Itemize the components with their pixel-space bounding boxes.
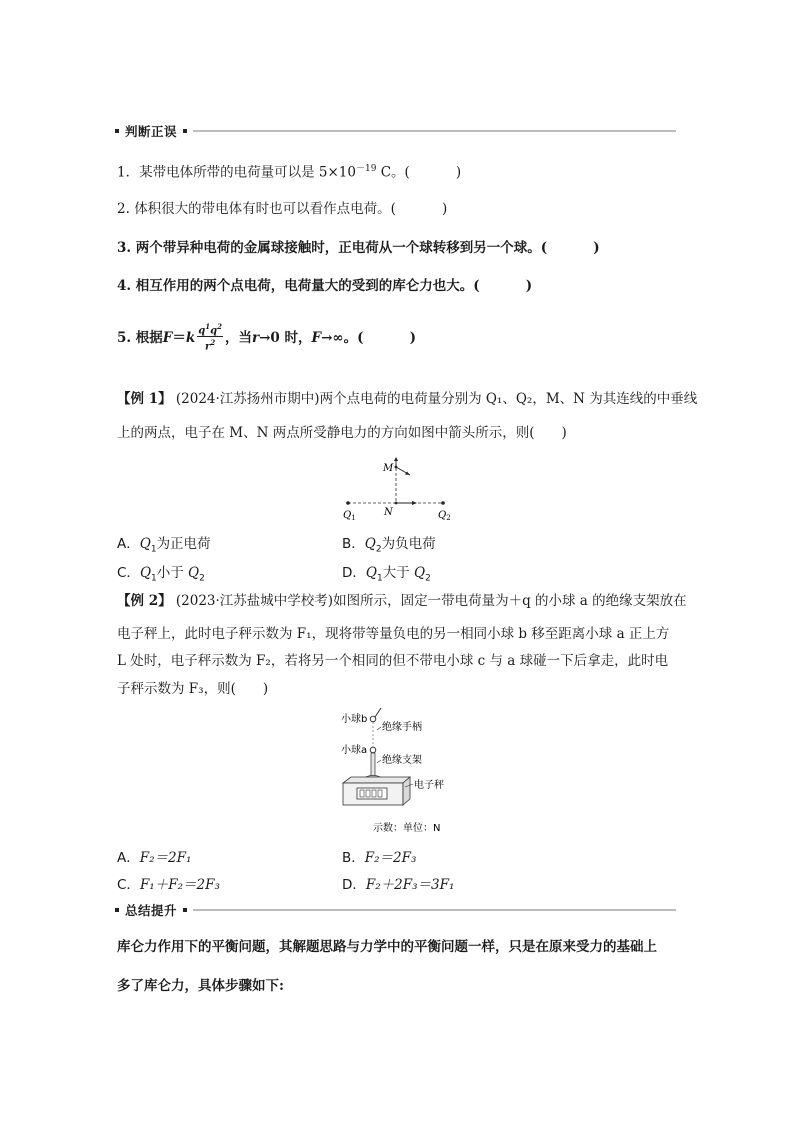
example-text: 上的两点，电子在 M、N 两点所受静电力的方向如图中箭头所示，则( ) (117, 425, 567, 441)
example2-line1 (117, 592, 687, 610)
scale-top (343, 777, 410, 783)
example-tag: 【例 1】 (117, 391, 172, 407)
fraction (197, 321, 223, 353)
formula-symbol: F (311, 329, 322, 346)
example1-option-a[interactable]: A．$Q_1$为正电荷 (117, 536, 211, 555)
section-header-summary (115, 903, 187, 917)
example-text: 两个点电荷的电荷量分别为 Q₁、Q₂，M、N 为其连线的中垂线 (319, 391, 698, 407)
item-text: 两个带异种电荷的金属球接触时，正电荷从一个球转移到另一个球。( (135, 240, 548, 256)
item-number: 3. (117, 240, 132, 256)
leader-line (377, 727, 381, 730)
example1-line1 (117, 390, 697, 408)
judge-item-4 (117, 277, 532, 295)
exponent: －19 (355, 164, 377, 174)
summary-line2: 多了库仑力，具体步骤如下: (117, 978, 284, 994)
bullet-square-icon (115, 129, 119, 133)
answer-paren: ) (593, 240, 600, 256)
example2-option-a[interactable]: A．F₂＝2F₁ (117, 850, 192, 866)
example-text: 如图所示，固定一带电荷量为＋q 的小球 a 的绝缘支架放在 (333, 593, 687, 609)
bullet-square-icon (183, 129, 187, 133)
label-stand: 绝缘支架 (382, 755, 422, 766)
charge-q1-dot (346, 501, 350, 505)
label-reading: 示数：单位：N (373, 823, 441, 834)
judge-item-3 (117, 239, 600, 257)
item-text-tail: C。( (376, 164, 410, 181)
example2-option-c[interactable]: C．F₁＋F₂＝2F₃ (117, 877, 220, 893)
example-text: 子秤示数为 F₃，则( ) (117, 681, 269, 697)
item-text: 相互作用的两个点电荷，电荷量大的受到的库仑力也大。( (135, 278, 480, 294)
example-source: (2023·江苏盐城中学校考) (175, 593, 334, 609)
label-scale: 电子秤 (414, 780, 444, 791)
summary-line1: 库仑力作用下的平衡问题，其解题思路与力学中的平衡问题一样，只是在原来受力的基础上 (117, 939, 657, 955)
item-text: →0 时， (259, 329, 312, 346)
label-n: N (384, 507, 393, 518)
answer-paren: ) (525, 278, 533, 294)
force-arrowhead-m-up (394, 457, 398, 461)
example-tag: 【例 2】 (117, 593, 172, 609)
answer-paren: ) (441, 201, 448, 217)
example-text: L 处时，电子秤示数为 F₂，若将另一个相同的但不带电小球 c 与 a 球碰一下后拿走，此时电 (117, 653, 669, 669)
item-text: 某带电体所带的电荷量可以是 5×10 (139, 164, 356, 181)
answer-paren: ) (455, 164, 462, 181)
formula-symbol: F (162, 329, 173, 346)
item-text: →∞。( (321, 329, 364, 346)
ball-a (370, 747, 376, 753)
bullet-square-icon (115, 908, 119, 912)
section-header-judge (115, 124, 187, 138)
insulating-stand (371, 753, 375, 777)
example1-option-c[interactable]: C．$Q_1$小于 $Q_2$ (117, 565, 205, 584)
example1-option-b[interactable]: B．$Q_2$为负电荷 (342, 536, 436, 555)
leader-line (377, 760, 381, 763)
fraction-numerator: $q^1q^2$ (198, 322, 222, 337)
judge-item-5 (117, 322, 416, 354)
example-text: 电子秤上，此时电子秤示数为 F₁，现将带等量负电的另一相同小球 b 移至距离小球 a 正上方 (117, 626, 670, 642)
example1-option-d[interactable]: D．$Q_1$大于 $Q_2$ (342, 565, 431, 584)
section-title: 判断正误 (125, 124, 178, 139)
label-handle: 绝缘手柄 (382, 722, 422, 733)
item-text: ，当 (225, 329, 252, 346)
force-arrowhead-n (412, 501, 417, 505)
example2-line3 (117, 652, 668, 670)
item-number: 4. (117, 278, 132, 294)
formula-symbol: r (252, 329, 260, 346)
example1-line2 (117, 424, 567, 442)
label-q2: $Q_2$ (438, 510, 451, 522)
formula-symbol: k (185, 329, 196, 346)
section-title: 总结提升 (125, 903, 178, 918)
example2-line4 (117, 680, 268, 698)
example2-option-b[interactable]: B．F₂＝2F₃ (342, 850, 417, 866)
bullet-square-icon (183, 908, 187, 912)
example2-figure (335, 705, 475, 837)
item-number: 2. (117, 201, 130, 217)
item-number: 1． (117, 164, 140, 181)
answer-paren: ) (409, 329, 416, 346)
section-divider (193, 909, 676, 911)
insulating-handle (375, 708, 381, 717)
item-number: 5. (117, 329, 132, 346)
judge-item-2 (117, 200, 447, 218)
charge-q2-dot (441, 501, 445, 505)
formula-symbol: ＝ (172, 329, 186, 346)
example2-line2 (117, 625, 669, 643)
label-q1: $Q_1$ (343, 510, 356, 522)
section-divider (193, 130, 676, 132)
example1-figure (335, 455, 460, 523)
label-ball-a: 小球a (341, 745, 368, 756)
ball-b (370, 716, 376, 722)
fraction-denominator: $r^2$ (205, 338, 216, 353)
item-text: 体积很大的带电体有时也可以看作点电荷。( (134, 201, 396, 217)
item-text: 根据 (135, 329, 163, 346)
example-source: (2024·江苏扬州市期中) (175, 391, 320, 407)
label-m: M (383, 463, 394, 474)
example2-option-d[interactable]: D．F₂＋2F₃＝3F₁ (342, 877, 455, 893)
force-arrowhead-m (405, 472, 410, 476)
judge-item-1 (117, 160, 461, 182)
label-ball-b: 小球b (341, 714, 368, 725)
